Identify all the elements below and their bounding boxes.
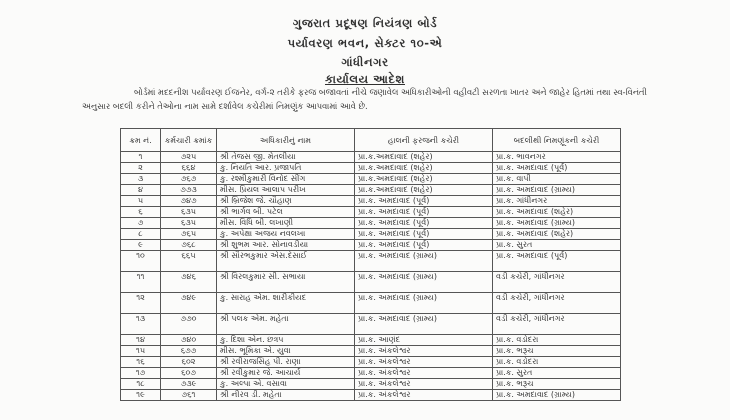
cell-employee-no: ૭૪૦ [161,335,217,346]
cell-serial: ૧૭ [121,368,161,379]
cell-employee-no: ૭૪૭ [161,196,217,207]
cell-employee-no: ૭૭૦ [161,314,217,335]
cell-serial: ૭ [121,218,161,229]
org-address: પર્યાવરણ ભવન, સેક્ટર ૧૦-એ [287,36,443,50]
cell-current-office: પ્રા.ક. અમદાવાદ (પૂર્વ) [355,196,493,207]
table-row [121,335,621,346]
cell-employee-no: ૭૪૬ [161,272,217,293]
table-row [121,185,621,196]
cell-officer-name: શ્રી તેજસ જી. મેતલીયા [217,152,355,163]
cell-current-office: પ્રા.ક. અમદાવાદ (ગ્રામ્ય) [355,314,493,335]
cell-new-office: પ્રા.ક. સુરત [493,240,621,251]
cell-employee-no: ૭૬૮ [161,240,217,251]
cell-new-office: પ્રા.ક. ભરૂચ [493,379,621,390]
cell-serial: ૧૨ [121,293,161,314]
table-row [121,174,621,185]
cell-current-office: પ્રા.ક. અમદાવાદ (પૂર્વ) [355,229,493,240]
cell-employee-no: ૬૩૫ [161,207,217,218]
cell-employee-no: ૬૩૫ [161,218,217,229]
cell-new-office: પ્રા.ક. ભાવનગર [493,152,621,163]
cell-officer-name: શ્રી રવીરાજસિંહ પી. રાણા [217,357,355,368]
table-row [121,229,621,240]
cell-officer-name: શ્રી બ્રિજેશ જે. ચૌહાણ [217,196,355,207]
table-row [121,368,621,379]
table-row [121,218,621,229]
order-title: કાર્યાલય આદેશ [324,72,405,86]
cell-serial: ૫ [121,196,161,207]
table-body [121,152,621,401]
cell-officer-name: કુ. અપેક્ષા અજય નવલખા [217,229,355,240]
cell-officer-name: શ્રી રવીકુમાર જે. આચાર્ય [217,368,355,379]
table-row [121,272,621,293]
cell-serial: ૩ [121,174,161,185]
cell-current-office: પ્રા.ક.અમદાવાદ (શહેર) [355,174,493,185]
cell-serial: ૨ [121,163,161,174]
org-city: ગાંધીનગર [341,55,389,69]
header-officer-name: અધિકારીનું નામ [217,129,355,152]
table-row [121,152,621,163]
table-row [121,240,621,251]
transfer-table [120,128,621,401]
cell-serial: ૧૧ [121,272,161,293]
cell-current-office: પ્રા.ક. આણંદ [355,335,493,346]
cell-employee-no: ૭૬૫ [161,229,217,240]
cell-current-office: પ્રા.ક. અમદાવાદ (પૂર્વ) [355,207,493,218]
org-name: ગુજરાત પ્રદૂષણ નિયંત્રણ બોર્ડ [292,16,438,30]
cell-current-office: પ્રા.ક. અમદાવાદ (પૂર્વ) [355,218,493,229]
cell-officer-name: મીસ. વિધિ બી. લખાણી [217,218,355,229]
cell-new-office: પ્રા.ક. અમદાવાદ (ગ્રામ્ય) [493,218,621,229]
table-header-row [121,129,621,152]
cell-employee-no: ૬૦૭ [161,368,217,379]
cell-new-office: પ્રા.ક. અમદાવાદ (શહેર) [493,229,621,240]
table-row [121,207,621,218]
cell-current-office: પ્રા.ક.અમદાવાદ (શહેર) [355,163,493,174]
table-row [121,357,621,368]
header-current-office: હાલની ફરજની કચેરી [355,129,493,152]
table-row [121,314,621,335]
cell-current-office: પ્રા.ક. અંકલેશ્વર [355,390,493,401]
cell-serial: ૧૮ [121,379,161,390]
cell-new-office: પ્રા.ક. અમદાવાદ (ગ્રામ્ય) [493,390,621,401]
cell-officer-name: કુ. અલ્પા એ. વસાવા [217,379,355,390]
cell-new-office: પ્રા.ક. સુરત [493,368,621,379]
cell-new-office: વડી કચેરી, ગાંધીનગર [493,314,621,335]
cell-current-office: પ્રા.ક. અમદાવાદ (પૂર્વ) [355,240,493,251]
cell-serial: ૯ [121,240,161,251]
cell-current-office: પ્રા.ક. અંકલેશ્વર [355,379,493,390]
cell-officer-name: કુ. રશ્મીકુમારી વિનોદ સીંગ [217,174,355,185]
cell-officer-name: શ્રી નીરવ ડી. મહેતા [217,390,355,401]
table-row [121,196,621,207]
cell-officer-name: શ્રી શુભમ આર. સોનાવડીયા [217,240,355,251]
cell-new-office: પ્રા.ક. વાપી [493,174,621,185]
cell-officer-name: મીસ. પ્રિયલ આલાપ પરીખ [217,185,355,196]
cell-current-office: પ્રા.ક.અમદાવાદ (શહેર) [355,185,493,196]
cell-employee-no: ૬૭૭ [161,346,217,357]
cell-new-office: વડી કચેરી, ગાંધીનગર [493,272,621,293]
cell-employee-no: ૭૪૯ [161,293,217,314]
cell-officer-name: શ્રી ભાર્ગવ બી. પટેલ [217,207,355,218]
cell-current-office: પ્રા.ક. અમદાવાદ (ગ્રામ્ય) [355,293,493,314]
table-row [121,251,621,272]
cell-new-office: પ્રા.ક. ભરૂચ [493,346,621,357]
cell-serial: ૬ [121,207,161,218]
cell-current-office: પ્રા.ક. અંકલેશ્વર [355,357,493,368]
cell-employee-no: ૭૩૯ [161,379,217,390]
intro-paragraph: બોર્ડમાં મદદનીશ પર્યાવરણ ઈજનેર, વર્ગ-૨ તરીકે ફરજ બજાવતાં નીચે જણાવેલ અધિકારીઓની વહીવટી સરળતા ખાતર અને જાહેર હિતમાં તથા સ્વ-વિનંતી અનુસાર બદલી કરીને તેઓના નામ સામે દર્શાવેલ કચેરીમાં નિમણુંક આપવામાં આવે છે. [82,87,647,111]
cell-employee-no: ૭૬૭ [161,174,217,185]
cell-serial: ૧ [121,152,161,163]
cell-new-office: પ્રા.ક. અમદાવાદ (ગ્રામ્ય) [493,185,621,196]
cell-new-office: પ્રા.ક. અમદાવાદ (શહેર) [493,207,621,218]
cell-employee-no: ૬૬૫ [161,251,217,272]
cell-serial: ૪ [121,185,161,196]
cell-serial: ૧૩ [121,314,161,335]
cell-new-office: વડી કચેરી, ગાંધીનગર [493,293,621,314]
cell-serial: ૮ [121,229,161,240]
cell-officer-name: શ્રી વિરલકુમાર સી. સભાયા [217,272,355,293]
cell-employee-no: ૭૬૧ [161,390,217,401]
cell-new-office: પ્રા.ક. અમદાવાદ (પૂર્વ) [493,251,621,272]
cell-new-office: પ્રા.ક. વડોદરા [493,335,621,346]
cell-current-office: પ્રા.ક. અંકલેશ્વર [355,346,493,357]
cell-new-office: પ્રા.ક. અમદાવાદ (પૂર્વ) [493,163,621,174]
table-row [121,293,621,314]
table-row [121,346,621,357]
cell-serial: ૧૪ [121,335,161,346]
table-row [121,379,621,390]
cell-employee-no: ૬૬૪ [161,163,217,174]
table-row [121,390,621,401]
cell-officer-name: કુ. સારાહ એમ. શારીકીયદ [217,293,355,314]
cell-current-office: પ્રા.ક.અમદાવાદ (શહેર) [355,152,493,163]
cell-officer-name: કુ. દિશા એન. છત્રપ [217,335,355,346]
cell-serial: ૧૬ [121,357,161,368]
cell-employee-no: ૬૦૨ [161,357,217,368]
cell-officer-name: શ્રી પલક એમ. મહેતા [217,314,355,335]
cell-serial: ૧૦ [121,251,161,272]
cell-current-office: પ્રા.ક. અમદાવાદ (ગ્રામ્ય) [355,251,493,272]
cell-officer-name: શ્રી સૌરભકુમાર એસ.દેસાઈ [217,251,355,272]
header-employee-no: કર્મચારી ક્રમાંક [161,129,217,152]
cell-current-office: પ્રા.ક. અમદાવાદ (ગ્રામ્ય) [355,272,493,293]
header-serial: ક્રમ નં. [121,129,161,152]
cell-serial: ૧૯ [121,390,161,401]
header-new-office: બદલીથી નિમણૂંકની કચેરી [493,129,621,152]
cell-employee-no: ૭૭૩ [161,185,217,196]
cell-officer-name: કુ. નિયતિ આર. પ્રજાપતિ [217,163,355,174]
cell-new-office: પ્રા.ક. વડોદરા [493,357,621,368]
cell-current-office: પ્રા.ક. અંકલેશ્વર [355,368,493,379]
cell-new-office: પ્રા.ક. ગાંધીનગર [493,196,621,207]
table-row [121,163,621,174]
cell-serial: ૧૫ [121,346,161,357]
cell-officer-name: મીસ. ભૂમિકા એ. યુવા [217,346,355,357]
cell-employee-no: ૭૨૫ [161,152,217,163]
